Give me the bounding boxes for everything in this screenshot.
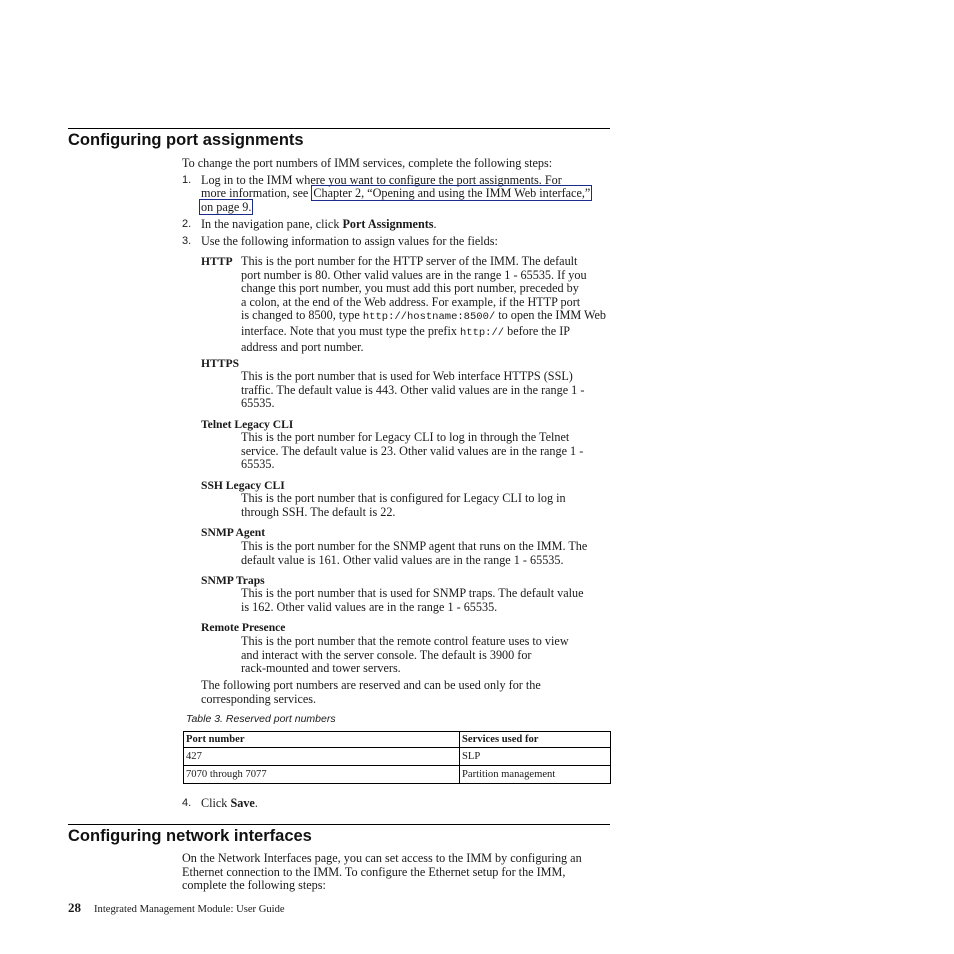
https-line-1: This is the port number that is used for Web interface HTTPS (SSL) <box>241 369 573 383</box>
footer-title: Integrated Management Module: User Guide <box>94 904 285 915</box>
reserved-ports-paragraph <box>201 679 541 706</box>
definition-snmp-agent <box>241 540 613 567</box>
reserved-ports-table <box>183 731 611 784</box>
step-1-line-3 <box>199 201 253 215</box>
definition-telnet <box>241 431 613 472</box>
step-3-number: 3. <box>182 235 192 247</box>
cell-port: 427 <box>184 748 460 766</box>
telnet-line-2: service. The default value is 23. Other valid values are in the range 1 - <box>241 443 584 458</box>
step-1-line-2 <box>201 187 592 201</box>
snmp-traps-line-1: This is the port number that is used for SNMP traps. The default value <box>241 586 584 600</box>
step-4-text <box>201 797 258 811</box>
http-line-7: address and port number. <box>241 339 364 354</box>
save-label: Save <box>230 796 255 810</box>
port-assignments-label: Port Assignments <box>342 217 434 231</box>
term-ssh-legacy-cli: SSH Legacy CLI <box>201 479 285 492</box>
page-number: 28 <box>68 900 81 915</box>
remote-line-3: rack-mounted and tower servers. <box>241 661 401 676</box>
network-line-1: On the Network Interfaces page, you can set access to the IMM by configuring an <box>182 851 582 865</box>
header-port-number: Port number <box>184 732 460 748</box>
section-rule-top <box>68 128 610 129</box>
table-row <box>184 766 611 784</box>
step-1-line-1: Log in to the IMM where you want to configure the port assignments. For <box>201 173 562 187</box>
term-telnet-legacy-cli: Telnet Legacy CLI <box>201 418 294 431</box>
http-line-6 <box>241 325 613 341</box>
snmp-traps-line-2: is 162. Other valid values are in the range 1 - 65535. <box>241 599 498 614</box>
reserved-line-2: corresponding services. <box>201 691 317 706</box>
section-heading-network-interfaces: Configuring network interfaces <box>68 827 312 845</box>
page-9-link[interactable]: on page 9. <box>201 200 252 214</box>
https-line-2: traffic. The default value is 443. Other valid values are in the range 1 - <box>241 382 585 397</box>
remote-line-1: This is the port number that the remote control feature uses to view <box>241 634 569 648</box>
http-line-3: change this port number, you must add this port number, preceded by <box>241 281 579 296</box>
definition-https <box>241 370 613 411</box>
definition-remote-presence <box>241 635 613 676</box>
term-http: HTTP <box>201 255 233 268</box>
http-prefix-code: http:// <box>459 326 505 339</box>
step-2-number: 2. <box>182 218 192 230</box>
table-caption: Table 3. Reserved port numbers <box>186 713 336 725</box>
http-line-5-pre: is changed to 8500, type <box>241 308 363 323</box>
intro-paragraph: To change the port numbers of IMM services, complete the following steps: <box>182 156 553 170</box>
step-2-post: . <box>433 217 437 231</box>
definition-snmp-traps <box>241 587 613 614</box>
http-url-code: http://hostname:8500/ <box>362 311 496 324</box>
reserved-line-1: The following port numbers are reserved and can be used only for the <box>201 678 541 692</box>
chapter-2-link[interactable]: Chapter 2, “Opening and using the IMM Web interface,” <box>313 186 591 200</box>
telnet-line-1: This is the port number for Legacy CLI to log in through the Telnet <box>241 430 570 444</box>
network-line-2: Ethernet connection to the IMM. To configure the Ethernet setup for the IMM, <box>182 864 566 879</box>
table-row <box>184 748 611 766</box>
term-snmp-agent: SNMP Agent <box>201 526 266 539</box>
step-4-number: 4. <box>182 797 192 809</box>
http-line-1: This is the port number for the HTTP server of the IMM. The default <box>241 254 578 268</box>
step-4-pre: Click <box>201 796 231 810</box>
network-intro-paragraph <box>182 852 582 893</box>
table-header-row <box>184 732 611 748</box>
step-4-post: . <box>254 796 258 810</box>
definition-ssh <box>241 492 613 519</box>
http-line-4: a colon, at the end of the Web address. For example, if the HTTP port <box>241 294 581 309</box>
definition-http <box>241 255 613 354</box>
term-remote-presence: Remote Presence <box>201 621 286 634</box>
ssh-line-1: This is the port number that is configured for Legacy CLI to log in <box>241 491 566 505</box>
step-1-line-2-text: more information, see <box>201 186 312 200</box>
http-line-5 <box>241 309 613 325</box>
snmp-agent-line-1: This is the port number for the SNMP agent that runs on the IMM. The <box>241 539 588 553</box>
section-heading-port-assignments: Configuring port assignments <box>68 131 304 149</box>
http-line-2: port number is 80. Other valid values are in the range 1 - 65535. If you <box>241 267 587 282</box>
http-line-6-pre: interface. Note that you must type the prefix <box>241 323 460 338</box>
network-line-3: complete the following steps: <box>182 878 326 893</box>
snmp-agent-line-2: default value is 161. Other valid values are in the range 1 - 65535. <box>241 552 564 567</box>
http-line-5-post: to open the IMM Web <box>495 308 607 323</box>
cell-port: 7070 through 7077 <box>184 766 460 784</box>
section-rule-network <box>68 824 610 825</box>
term-https: HTTPS <box>201 357 240 370</box>
term-snmp-traps: SNMP Traps <box>201 574 265 587</box>
cell-service: SLP <box>460 748 611 766</box>
remote-line-2: and interact with the server console. The default is 3900 for <box>241 647 532 662</box>
step-2-text <box>201 218 437 232</box>
cell-service: Partition management <box>460 766 611 784</box>
ssh-line-2: through SSH. The default is 22. <box>241 504 396 519</box>
step-3-text: Use the following information to assign values for the fields: <box>201 234 498 248</box>
telnet-line-3: 65535. <box>241 457 275 472</box>
step-1-number: 1. <box>182 174 192 186</box>
step-2-pre: In the navigation pane, click <box>201 217 343 231</box>
header-services-used-for: Services used for <box>460 732 611 748</box>
https-line-3: 65535. <box>241 396 275 411</box>
http-line-6-post: before the IP <box>504 323 571 338</box>
